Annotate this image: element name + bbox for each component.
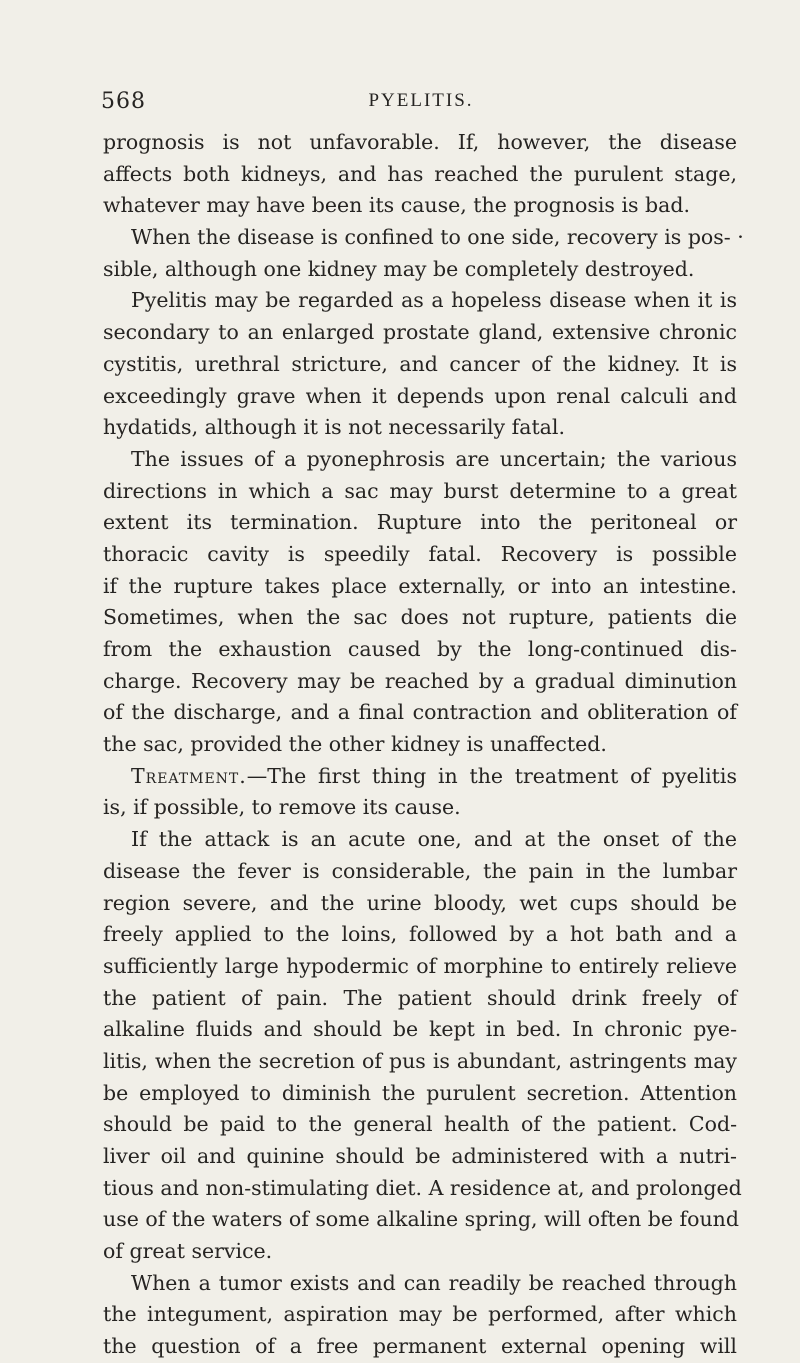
text-line	[103, 571, 737, 603]
text-line	[103, 1173, 742, 1205]
text-line	[103, 412, 737, 444]
text-line	[103, 444, 737, 476]
text-line	[103, 1299, 737, 1331]
text-line	[103, 317, 737, 349]
text-line-content: the patient of pain. The patient should drink freely of	[103, 985, 737, 1010]
text-line-content: When the disease is confined to one side, recovery is pos- ·	[131, 225, 744, 250]
text-line	[103, 951, 737, 983]
page-number: 568	[101, 89, 146, 114]
text-line	[103, 919, 737, 951]
text-line-content: If the attack is an acute one, and at the onset of the	[131, 827, 737, 852]
text-line	[103, 381, 737, 413]
text-line-content: is, if possible, to remove its cause.	[103, 795, 461, 820]
text-line	[103, 1109, 737, 1141]
text-line	[103, 1014, 737, 1046]
text-line-content: The issues of a pyonephrosis are uncertain; the various	[131, 446, 737, 471]
text-line-content: the question of a free permanent external opening will	[103, 1334, 737, 1359]
text-line-content: hydatids, although it is not necessarily fatal.	[103, 415, 565, 440]
text-line-content: region severe, and the urine bloody, wet cups should be	[103, 890, 737, 915]
text-line	[103, 1268, 737, 1300]
text-line-content: prognosis is not unfavorable. If, however, the disease	[103, 130, 737, 154]
text-line	[103, 1204, 740, 1236]
text-line-content: Pyelitis may be regarded as a hopeless disease when it is	[131, 288, 737, 313]
text-line	[103, 602, 737, 634]
text-line-content: tious and non-stimulating diet. A residence at, and prolonged	[103, 1175, 742, 1200]
text-line	[103, 285, 737, 317]
text-line	[103, 666, 737, 698]
text-line-content: the integument, aspiration may be performed, after which	[103, 1302, 737, 1327]
text-line-content: whatever may have been its cause, the prognosis is bad.	[103, 193, 691, 218]
text-line-content: thoracic cavity is speedily fatal. Recovery is possible	[103, 541, 737, 566]
text-line	[103, 697, 737, 729]
text-line	[103, 222, 744, 254]
text-line-content: of great service.	[103, 1239, 273, 1264]
text-line	[103, 761, 737, 793]
text-line	[103, 507, 737, 539]
text-line-content: the sac, provided the other kidney is unaffected.	[103, 732, 607, 757]
running-head	[101, 89, 741, 119]
text-line-content: affects both kidneys, and has reached the purulent stage,	[103, 161, 737, 186]
text-line-content: be employed to diminish the purulent secretion. Attention	[103, 1080, 737, 1105]
text-line-content: charge. Recovery may be reached by a gradual diminution	[103, 668, 737, 693]
text-line-content: liver oil and quinine should be administered with a nutri-	[103, 1144, 737, 1168]
text-line	[103, 634, 737, 666]
text-line-content: cystitis, urethral stricture, and cancer of the kidney. It is	[103, 351, 737, 376]
text-line	[103, 729, 737, 761]
text-line-content: exceedingly grave when it depends upon renal calculi and	[103, 383, 737, 408]
text-line	[103, 1078, 737, 1110]
text-line	[103, 792, 737, 824]
text-line	[103, 1046, 737, 1078]
text-line-content: Sometimes, when the sac does not rupture, patients die	[103, 605, 737, 630]
text-line-content: of the discharge, and a final contraction and obliteration of	[103, 700, 737, 725]
text-line-content: sible, although one kidney may be completely destroyed.	[103, 256, 695, 281]
text-line-content: directions in which a sac may burst determine to a great	[103, 478, 737, 503]
text-line-content: sufficiently large hypodermic of morphine to entirely relieve	[103, 953, 737, 978]
section-heading: Treatment.	[131, 763, 247, 788]
text-line	[103, 1331, 737, 1363]
text-line	[103, 856, 737, 888]
text-line	[103, 824, 737, 856]
text-line	[103, 1141, 737, 1173]
text-line-content: extent its termination. Rupture into the peritoneal or	[103, 510, 737, 535]
text-line-content: —The first thing in the treatment of pyelitis	[246, 763, 737, 788]
text-line	[103, 349, 737, 381]
text-line-content: from the exhaustion caused by the long-continued dis-	[103, 637, 737, 661]
text-line-content: disease the fever is considerable, the pain in the lumbar	[103, 858, 737, 883]
text-line	[103, 476, 737, 508]
text-line-content: alkaline fluids and should be kept in bed. In chronic pye-	[103, 1017, 737, 1042]
text-line-content: When a tumor exists and can readily be reached through	[131, 1270, 737, 1295]
running-title: PYELITIS.	[368, 90, 474, 111]
text-line	[103, 888, 737, 920]
text-line	[103, 539, 737, 571]
text-line	[103, 983, 737, 1015]
text-line-content: secondary to an enlarged prostate gland, extensive chronic	[103, 320, 737, 345]
text-line	[103, 190, 737, 222]
text-line	[103, 127, 737, 159]
text-line-content: if the rupture takes place externally, or into an intestine.	[103, 573, 737, 598]
text-line	[103, 1236, 737, 1268]
text-line-content: freely applied to the loins, followed by a hot bath and a	[103, 922, 737, 947]
body-text	[103, 127, 744, 1363]
text-line-content: use of the waters of some alkaline spring, will often be found	[103, 1207, 740, 1232]
text-line	[103, 254, 737, 286]
text-line-content: litis, when the secretion of pus is abundant, astringents may	[103, 1048, 737, 1073]
text-line-content: should be paid to the general health of the patient. Cod-	[103, 1112, 737, 1137]
text-line	[103, 159, 737, 191]
